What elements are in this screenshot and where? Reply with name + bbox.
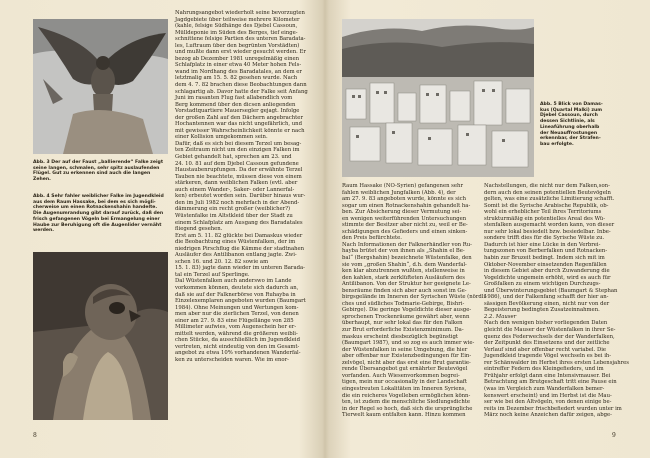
text-line: 1986), und der Falkenfang schafft der hier an- xyxy=(484,294,609,301)
text-line: kenswert erscheint) und im Herbst ist die Mau- xyxy=(484,392,612,399)
text-line: mit gewisser Wahrscheinlichkeit könnte er nach xyxy=(175,127,305,134)
text-line: ken klar abzutrennen wußten, stellenweise in xyxy=(342,268,465,275)
text-line: die Beobachtung eines Wüstenfalken, der im xyxy=(175,239,296,246)
text-line: 1984). Ohne Meinungen und Wertungen kom- xyxy=(175,304,299,311)
damascus-city-photo xyxy=(342,19,534,177)
cityscape-illustration xyxy=(342,19,534,177)
text-line: stimmte der Besitzer aber nicht zu, weil er Be- xyxy=(342,222,468,229)
text-line: dem 4. 7. 82 brachen diese Beobachtungen dann xyxy=(175,82,307,89)
text-line: Nachstellungen, die nicht nur dem Falken,son- xyxy=(484,183,610,189)
text-line: schnittene felsige Partien des unteren Baradata- xyxy=(175,36,306,43)
text-line: Ausläufer des Antilibanon entlang jagte. Zwi- xyxy=(175,252,297,259)
text-line: reits im Dezember frischbefiedert wurden unter im xyxy=(484,405,622,412)
text-line: rende Übersangebot gut ernährter Beutevögel xyxy=(342,366,468,373)
text-line: Nahrungsangebot wiederholt seine bevorzugten xyxy=(175,10,305,16)
text-line: den kahlen, stark zerklüfteten Ausläufern des xyxy=(342,274,465,281)
text-line: stärkeren, dann weiblichen Falken (evtl. aber xyxy=(175,180,298,187)
text-line: mittelt werden, während die größeren weibli- xyxy=(175,330,298,337)
text-line: schlagartig ab. Davor hatte der Falke seit Anfang xyxy=(175,88,308,95)
text-line: Jugendkleid tragende Vögel wechseln es bei ih- xyxy=(484,353,612,360)
text-line: sprochenen Trockenräume gewährt aber, wenn xyxy=(342,313,470,320)
text-line: ken zu unterscheiden waren. Wie im enor- xyxy=(175,356,289,363)
text-line: aber offenbar nur Existenzbedingungen für Ein- xyxy=(342,353,472,360)
text-line: Vogeldichte ungemein erhöht, wird es auch für xyxy=(484,274,611,281)
falcon-portrait-photo xyxy=(33,252,168,420)
text-line: am 27. 9. 83 angeboten wurde, könnte es sich xyxy=(342,196,467,203)
text-line: (Baumgart 1987), und so zog es auch immer wie- xyxy=(342,340,475,347)
text-line: (kahle, felsige Südhänge des Djebel Cassoun, xyxy=(175,23,298,30)
text-line: birgsgelände im Inneren der Syrischen Wüste (nördli- xyxy=(342,294,487,301)
text-line: nur sehr lokal besiedelt bzw. besiedelbar. Inbe- xyxy=(484,228,611,235)
text-line: Mülldeponie im Süden des Berges, tief einge- xyxy=(175,29,298,36)
text-line: angebot zu etwa 10% vorhandenen Wanderfal- xyxy=(175,350,301,357)
text-line: niedrigen Pirschflug die Kämme der stadtnahen xyxy=(175,245,305,252)
text-line: hayba brütet der von ihnen als „Shahin el Be- xyxy=(342,248,465,255)
text-line: Betrachtung am Brutgeschaft tritt eine Pause ein xyxy=(484,379,617,386)
text-line: zelvögel, nicht aber das erst eine Brut garantie- xyxy=(342,359,471,366)
text-line: wand im Nordhang des Baradatales, an dem er xyxy=(175,68,302,75)
text-line: Schlafplatz in einer etwa 40 Meter hohen Fels- xyxy=(175,62,302,69)
text-line: der großen Zahl auf den Dächern angebrachter xyxy=(175,114,303,121)
text-line: vorfanden. Auch Wiesenvorkommen begrei- xyxy=(342,372,460,379)
text-line: dämmerung ein recht großer (weiblicher?) xyxy=(175,206,291,213)
text-line: daß sie auf der Falknerbörse von Ruhayba in xyxy=(175,291,296,298)
text-line: dern auch den seinen potentiellen Beutevögeln xyxy=(484,189,611,196)
text-line: tal ein Terzel auf Sperlinge. xyxy=(175,271,250,278)
falcon-wings-illustration xyxy=(33,19,168,154)
text-line: les, Luftraum über den begrünten Vorstädten) xyxy=(175,42,300,49)
text-line: Somit ist die Syrische Arabische Republik, ob- xyxy=(484,202,609,209)
text-line: der Zeitpunkt des Einsetzens und der zeitliche xyxy=(484,340,610,347)
text-line: überhaupt, nur sehr lokal das für den Falken xyxy=(342,320,463,327)
text-line: quenz des Federwechsels der der Wanderfalken, xyxy=(484,333,615,340)
text-line: men aber nur die zierlichen Terzel, von denen xyxy=(175,311,299,318)
text-line: Dafür, daß es sich bei diesem Terzel um besag- xyxy=(175,140,302,147)
text-line: tigen, mein nur occasionally in der Landschaft xyxy=(342,379,467,386)
text-line: den im Juli 1982 noch mehrfach in der Abend- xyxy=(175,199,300,206)
text-line: Gebirge). Die geringe Vogeldichte dieser ausge- xyxy=(342,307,472,314)
text-line: Nach Informationen der Falknerhändler von Ru- xyxy=(342,241,472,248)
text-line: 24. 10. 81 auf dem Djebel Cassoun gefundene xyxy=(175,160,299,167)
text-line: chen Stücke, da ausschließlich im Jugendkleid xyxy=(175,337,300,344)
text-line: fahlen weiblichen Jungfalken (Abb. 4), der xyxy=(342,189,456,196)
text-line: letztmalig am 15. 5. 82 gesehen wurde. Nach xyxy=(175,75,298,82)
text-line: und Überwinterungsgebiet (Baumgart & Stephan xyxy=(484,287,618,294)
text-line: 15. 1. 83) jagte dann wieder im unteren Barada- xyxy=(175,265,305,272)
text-line: Haustaubenrupfungen. Da der erwähnte Terzel xyxy=(175,167,303,174)
text-line: März noch keine Anzeichen dafür zeigen, abge- xyxy=(484,412,612,419)
text-line: en wenigen weiterführenden Untersuchungen xyxy=(342,215,467,222)
text-line: wohl ein erheblicher Teil ihres Territoriums xyxy=(484,209,602,216)
text-line: tungszonen von Berberfalken und Rotnacken- xyxy=(484,248,608,255)
text-line: Gebiet gehandelt hat, sprechen am 23. und xyxy=(175,154,292,161)
figure-3-caption: Abb. 3 Der auf der Faust „ballierende“ Falke zeigt seine langen, schmalen, sehr spitz auslaufenden Flügel. Gut zu erkennen sind auch die langen Zehen. xyxy=(33,160,164,183)
text-line: bal“ (Bergshahin) bezeichnete Wüstenfalke, den xyxy=(342,255,472,262)
text-line: Dal Wüstenfalken auch anderswo im Lande xyxy=(175,278,292,285)
text-line: ches und südliches Todmarie-Gebirge, Bishri- xyxy=(342,300,465,307)
right-page-text-column-1 xyxy=(342,183,487,423)
text-line: vertreten, nicht eindeutig von den im Gesamt- xyxy=(175,343,300,350)
text-line: Nach den wenigen bisher vorliegenden Daten xyxy=(484,320,608,327)
text-line: sondere trifft dies für die Syrische Wüste zu. xyxy=(484,235,605,242)
text-line: Jagdgebiete über teilweise mehrere Kilometer xyxy=(175,16,300,23)
text-line: ken) erbeutet worden sein. Darüber hinaus wur- xyxy=(175,193,306,200)
text-line: Oktober-November einsetzenden Regenfällen xyxy=(484,261,607,268)
falcon-on-fist-photo xyxy=(33,19,168,154)
figure-4-caption: Abb. 4 Sehr fahler weiblicher Falke im Jugendkleid aus dem Raum Hassake, bei dem es sich mögli- cherweise um einen Rotnackenshahin handelte. Die Augenumrandung gibt darauf zurück, daß den frisch gefangenen Vögeln bei Ermangelung einer Haube zur Beruhigung oft die Augenlider vernäht werden. xyxy=(33,194,164,234)
text-line: Vorstadtquartiere Mauersegler gejagt. Infolge xyxy=(175,108,300,115)
text-line: habin zur Bruzeit bedingt. Indem sich mit im xyxy=(484,255,605,262)
text-line: ben. Zur Absicherung dieser Vermutung sei- xyxy=(342,209,462,216)
falcon-head-illustration xyxy=(33,252,168,420)
figure-5-caption: Abb. 5 Blick von Damas- kus (Quartal Malki) zum Djebel Cassoun, durch dessen Sichtlinie, als Lineaführung oberhalb der Neuauffrostungen erkennbar, der Strafen- bau erfolgte. xyxy=(540,102,603,147)
text-line: gleicht die Mauser der Wüstenfalken in ihrer Se- xyxy=(484,327,616,334)
text-line: Millimeter aufwies, vom Augenschein her er- xyxy=(175,324,297,331)
right-page-number: 9 xyxy=(612,432,616,439)
text-line: sässigen Bevölkerung einen, nicht nur von der xyxy=(484,300,610,307)
text-line: stenfalken ausgemacht worden kann, von dieser xyxy=(484,222,615,229)
text-line: Erst am 5. 11. 82 glückte bei Damaskus wieder xyxy=(175,232,303,239)
text-line: in diesem Gebiet aber durch Zuwanderung die xyxy=(484,268,610,275)
text-line: fliegend gesehen. xyxy=(175,226,223,233)
text-line: auch einem Wander-, Saker- oder Lannerfal- xyxy=(175,186,295,193)
text-line: rer Schänwalder im Herbst ihres ersten Lebensjahres xyxy=(484,359,630,366)
text-line: eintreffer Federn des Kleingefieders, und im xyxy=(484,366,604,373)
text-line: schen 16. und 20. 12. 82 sowie am xyxy=(175,258,269,265)
text-line: Raum Hassake (NO-Syrien) gefangenen sehr xyxy=(342,183,463,189)
text-line: Antilibanon. Von der Struktur her geeignete Le- xyxy=(342,281,471,288)
text-line: vorkommen können, deutete sich dadurch an, xyxy=(175,284,299,291)
text-line: einer am 27. 9. 83 eine Flügellänge von 285 xyxy=(175,317,294,324)
text-line: in der Regel so hoch, daß sich die ursprüngliche xyxy=(342,405,473,412)
text-line: schädigungen des Gefieders und einen sinken- xyxy=(342,228,468,235)
text-line: bensräume finden sich aber auch sonst im Ge- xyxy=(342,287,467,294)
text-line: ten Zeitraum nicht um den einzigen Falken im xyxy=(175,147,300,154)
text-line: Juni im rasanten Flug fast allabendlich vom xyxy=(175,95,293,102)
text-line: Tierwelt kaum entfalten kann. Hinzu kommen xyxy=(342,412,466,419)
text-line: Einzelexemplaren angeboten wurden (Baumgart xyxy=(175,298,306,305)
text-line: den Preis befürchtete. xyxy=(342,235,402,242)
text-line: gelten, was eine zusätzliche Limitierung schafft. xyxy=(484,196,615,203)
text-line: Frühjahr erfolgt dann eine Intensivmauser. Bei xyxy=(484,372,611,379)
right-page-text-column-2 xyxy=(484,183,630,423)
text-line: einem Schlafplatz am Ausgang des Baradatales xyxy=(175,219,303,226)
text-line: Großfalken zu einem wichtigen Durchzugs- xyxy=(484,281,601,288)
text-line: und mußte dann erst wieder gesucht werden. Er xyxy=(175,49,306,56)
text-line: Tauben nie beachtete, müssen diese von einem xyxy=(175,173,302,180)
text-line: Wüstenfalke im Altstkleid über der Stadt zu xyxy=(175,212,293,219)
section-heading: 2.2. Mauser xyxy=(484,313,517,320)
text-line: sogar um einen Rotnackenshahin gehandelt ha- xyxy=(342,202,471,209)
text-line: Verlauf sind aber offenbar recht variabel. Die xyxy=(484,346,607,353)
text-line: zur Brut erforderliche Existenzminimum. Da- xyxy=(342,327,464,334)
text-line: Begeisterung bedingten Zusatzeinnahmen. xyxy=(484,307,600,314)
text-line: strukturmäßig ein potentielles Areal des Wü- xyxy=(484,215,606,222)
text-line: einer Kollision umgekommen sein. xyxy=(175,134,268,141)
text-line: Hochantennen war das nicht ungefährlich, und xyxy=(175,121,302,128)
text-line: die ein reicheres Vogelleben ermöglichen könn- xyxy=(342,392,471,399)
left-page-text-column xyxy=(175,10,307,425)
text-line: (was im Vergleich zum Wanderfalken bemer- xyxy=(484,385,605,392)
text-line: Berg kommend über den dicsen anliegenden xyxy=(175,101,296,108)
text-line: sie vom „großen Shahin“, d.h. dem Wanderfal- xyxy=(342,261,467,268)
text-line: bezog ab Dezember 1981 unregelmäßig einen xyxy=(175,55,300,62)
text-line: maskus erscheint diesbezüglich begünstigt xyxy=(342,333,459,340)
text-line: eingestreuten Lokalitäten im Inneren Syriens, xyxy=(342,385,467,392)
left-page-number: 8 xyxy=(33,432,37,439)
text-line: ser wie bei den Altvögeln, von denen einige be- xyxy=(484,399,612,406)
text-line: ten, ist zudem die menschliche Siedlungsdichte xyxy=(342,399,471,406)
text-line: der Wüstenfalken in seine Umgebung, die hier xyxy=(342,346,468,353)
text-line: Dadurch ist hier eine Lücke in den Verbrei- xyxy=(484,241,601,248)
